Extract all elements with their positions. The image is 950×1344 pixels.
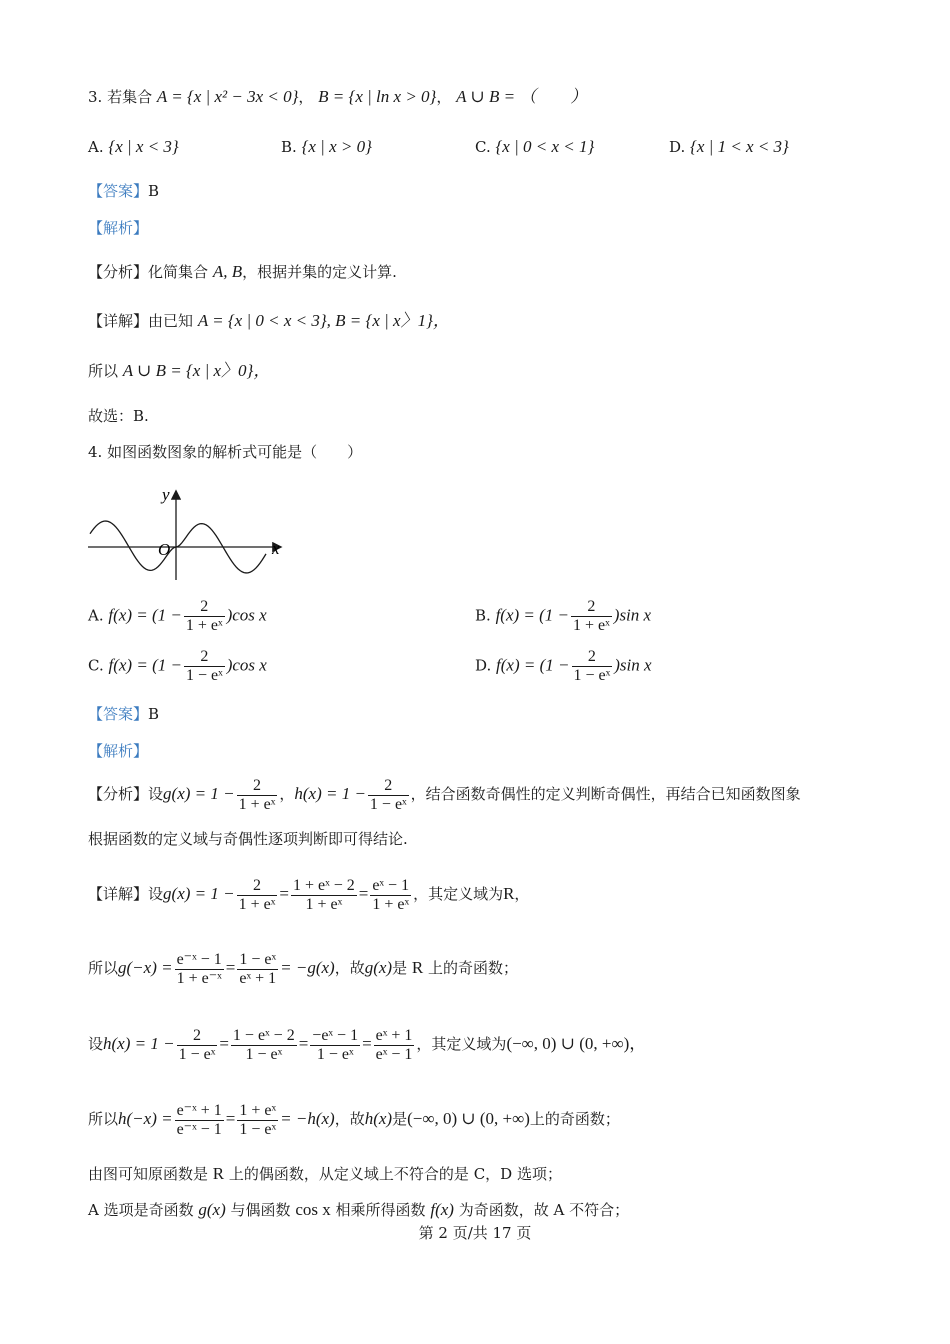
q4-option-b-den: 1 + eˣ — [573, 617, 610, 634]
q3-option-c-expr: {x | 0 < x < 1} — [495, 137, 595, 156]
q3-analysis-text-1: 化简集合 — [148, 263, 209, 281]
q4-detail-line2: 所以g(−x) = $\frac{\text{e⁻ˣ − 1}}{\text{1 + e⁻ˣ}}$ = $\frac{\text{1 − eˣ}}{\text{eˣ + 1}}$ = −g(x)，故g(x)是 R 上的奇函数； — [88, 950, 519, 987]
q3-answer-tag: 【答案】 — [88, 182, 149, 200]
q4-detail-line3: 设h(x) = 1 − $\frac{2}{\text{1 − eˣ}}$ = $\frac{\text{1 − eˣ − 2}}{\text{1 − eˣ}}$ = $\frac{\text{−eˣ − 1}}{\text{1 − eˣ}}$ = $\frac{\text{eˣ + 1}}{\text{eˣ − 1}}$ ，其定义域为(−∞, 0) ∪ (0, +∞)， — [88, 1026, 647, 1063]
q4-analysis-g-den: 1 + eˣ — [238, 795, 276, 813]
q4-d1-end: ， — [514, 885, 530, 903]
q4-d3-f4-den: eˣ − 1 — [375, 1045, 413, 1063]
q4-analysis — [88, 772, 801, 816]
q4-option-d-den: 1 − eˣ — [573, 667, 611, 684]
q4-d1-f3-num: eˣ − 1 — [372, 876, 410, 894]
q3-option-d-label: D. — [669, 138, 686, 156]
q4-d3-f2-den: 1 − eˣ — [245, 1045, 283, 1063]
q4-d2-tail-c: 上的奇函数； — [428, 959, 519, 977]
q4-d1-domain: R — [503, 884, 515, 903]
q3-option-b — [281, 136, 372, 158]
q3-option-a-expr: {x | x < 3} — [108, 137, 179, 156]
q4-analysis-h: h(x) = 1 − — [294, 784, 366, 803]
q4-analysis-g-num: 2 — [237, 777, 278, 796]
q3-ask: A ∪ B = （ ） — [456, 87, 588, 106]
q4-d1-prefix: 设 — [148, 885, 164, 903]
page-footer: 第 2 页/共 17 页 — [418, 1224, 532, 1242]
q4-analysis-label: 【分析】 — [88, 785, 149, 803]
q4-option-a-lead: f(x) = (1 − — [108, 605, 182, 625]
q4-d4-tail-a: ，故 — [334, 1110, 365, 1128]
q4-option-d — [475, 648, 652, 685]
q3-option-c-label: C. — [475, 138, 491, 156]
q4-option-c-label: C. — [88, 656, 104, 675]
q4-d5-a: 由图可知原函数是 — [88, 1165, 209, 1183]
q3-choose: 故选：B. — [88, 407, 149, 425]
q4-d5-b: 上的偶函数，从定义域上不符合的是 C，D 选项； — [228, 1165, 562, 1183]
q4-option-d-tail: )sin x — [614, 655, 652, 675]
q4-d2-r: R — [411, 958, 424, 977]
q4-option-b — [475, 598, 651, 635]
q4-analysis-tag: 【解析】 — [88, 742, 149, 760]
q4-d3-f3-num: −eˣ − 1 — [312, 1026, 359, 1044]
q3-set-b: B = {x | ln x > 0} — [318, 87, 437, 106]
q4-option-c-tail: )cos x — [226, 655, 267, 675]
q4-d3-f3-den: 1 − eˣ — [316, 1045, 354, 1063]
q3-so — [88, 360, 270, 382]
q4-d3-f4-num: eˣ + 1 — [375, 1026, 413, 1044]
q4-option-c-num: 2 — [184, 648, 225, 667]
q4-option-a — [88, 598, 267, 635]
q4-d1-f1-den: 1 + eˣ — [238, 895, 276, 913]
q4-d3-f1-num: 2 — [177, 1027, 218, 1046]
q4-d1-f2-num: 1 + eˣ − 2 — [292, 876, 355, 894]
q4-d3-tail: ，其定义域为 — [416, 1035, 507, 1053]
q4-d3-f2-num: 1 − eˣ − 2 — [232, 1026, 295, 1044]
q4-d1-f2-den: 1 + eˣ — [305, 895, 343, 913]
q4-number: 4. — [88, 443, 103, 461]
q4-detail-line6 — [88, 1199, 629, 1221]
q3-option-d — [669, 136, 789, 158]
q4-d2-tail-a: ，故 — [334, 959, 365, 977]
q3-option-b-expr: {x | x > 0} — [301, 137, 372, 156]
q3-detail-expr: A = {x | 0 < x < 3}, B = {x | x〉1}， — [197, 311, 450, 330]
q4-d1-f1-num: 2 — [237, 877, 278, 896]
q4-analysis-h-den: 1 − eˣ — [369, 795, 407, 813]
q4-d6-c: 相乘所得函数 — [335, 1201, 426, 1219]
q4-option-c-den: 1 − eˣ — [185, 667, 223, 684]
q4-detail-label: 【详解】 — [88, 885, 149, 903]
q4-answer — [88, 703, 159, 725]
q4-detail-line1: 【详解】设g(x) = 1 − $\frac{2}{\text{1 + eˣ}}$ = $\frac{\text{1 + eˣ − 2}}{\text{1 + eˣ}}$ = $\frac{\text{eˣ − 1}}{\text{1 + eˣ}}$ ，其定义域为R， — [88, 876, 530, 913]
q4-d6-g: g(x) — [198, 1200, 226, 1219]
q4-option-b-tail: )sin x — [613, 605, 652, 625]
q4-d4-f2-num: 1 + eˣ — [239, 1101, 277, 1119]
q4-option-d-lead: f(x) = (1 − — [496, 655, 570, 675]
q4-option-b-num: 2 — [571, 598, 612, 617]
q4-d6-a: A 选项是奇函数 — [88, 1201, 194, 1219]
q4-d1-g: g(x) = 1 − — [163, 884, 235, 903]
q3-analysis-text-2: ，根据并集的定义计算. — [242, 263, 397, 281]
q4-option-a-num: 2 — [184, 598, 225, 617]
q4-analysis-comma: ， — [279, 785, 295, 803]
q3-detail — [88, 310, 450, 332]
q3-answer-value: B — [148, 182, 160, 200]
q3-option-c — [475, 136, 594, 158]
q4-d3-domain: (−∞, 0) ∪ (0, +∞)， — [506, 1034, 647, 1053]
q4-d1-f3-den: 1 + eˣ — [372, 895, 410, 913]
q4-d3-f1-den: 1 − eˣ — [178, 1045, 216, 1063]
q4-d4-f1-den: e⁻ˣ − 1 — [176, 1120, 222, 1138]
q4-option-a-den: 1 + eˣ — [185, 617, 223, 634]
q3-analysis-label: 【分析】 — [88, 263, 149, 281]
q3-analysis-sets: A, B — [212, 262, 243, 281]
graph-x-label: x — [272, 539, 280, 558]
q4-analysis-g: g(x) = 1 − — [163, 784, 235, 803]
q3-detail-label: 【详解】 — [88, 312, 149, 330]
q4-answer-tag: 【答案】 — [88, 705, 149, 723]
q3-stem-prefix: 若集合 — [107, 88, 153, 106]
q4-d2-f2-num: 1 − eˣ — [239, 950, 277, 968]
q3-so-expr: A ∪ B = {x | x〉0}， — [122, 361, 271, 380]
graph-origin-label: O — [158, 540, 171, 559]
q4-d4-tail-b: 是 — [392, 1110, 408, 1128]
q3-analysis-tag: 【解析】 — [88, 219, 149, 237]
q3-so-text: 所以 — [88, 362, 119, 380]
q3-answer — [88, 180, 159, 202]
q4-option-a-label: A. — [88, 606, 104, 625]
q4-d4-domain: (−∞, 0) ∪ (0, +∞) — [407, 1109, 530, 1128]
q4-d4-res: = −h(x) — [280, 1109, 335, 1128]
q4-analysis-h-num: 2 — [368, 777, 409, 796]
q4-option-b-label: B. — [475, 606, 491, 625]
graph-y-label: y — [162, 485, 170, 504]
q4-d1-tail: ，其定义域为 — [413, 885, 504, 903]
q4-d6-d: 为奇函数，故 A 不符合； — [458, 1201, 630, 1219]
q4-d4-hx: h(x) — [364, 1109, 393, 1128]
q4-d3-h: h(x) = 1 − — [103, 1034, 175, 1053]
q4-analysis-set: 设 — [148, 785, 164, 803]
q4-detail-line5 — [88, 1163, 562, 1185]
q3-set-a: A = {x | x² − 3x < 0} — [156, 87, 299, 106]
q3-stem: 3. 若集合 A = {x | x² − 3x < 0}， B = {x | ln x > 0}， A ∪ B = （ ） — [88, 87, 588, 106]
q4-analysis-tail: ，结合函数奇偶性的定义判断奇偶性，再结合已知函数图象 — [410, 785, 801, 803]
q3-analysis — [88, 261, 397, 283]
q4-d4-f1-num: e⁻ˣ + 1 — [176, 1101, 222, 1119]
q4-d4-tail-c: 上的奇函数； — [529, 1110, 620, 1128]
q4-d4-prefix: 所以 — [88, 1110, 119, 1128]
q4-d2-f1-num: e⁻ˣ − 1 — [176, 950, 222, 968]
q4-option-d-num: 2 — [572, 648, 613, 667]
q4-detail-line4: 所以h(−x) = $\frac{\text{e⁻ˣ + 1}}{\text{e⁻ˣ − 1}}$ = $\frac{\text{1 + eˣ}}{\text{1 − eˣ}}$ = −h(x)，故h(x)是(−∞, 0) ∪ (0, +∞)上的奇函数； — [88, 1101, 620, 1138]
q3-option-a — [88, 136, 179, 158]
q4-d2-gx: g(x) — [364, 958, 393, 977]
q3-option-d-expr: {x | 1 < x < 3} — [690, 137, 789, 156]
q4-d6-cos: cos x — [295, 1200, 331, 1219]
q4-d2-g: g(−x) = — [118, 958, 173, 977]
q4-option-d-label: D. — [475, 656, 492, 675]
q3-number: 3. — [88, 88, 103, 106]
q4-d2-tail-b: 是 — [392, 959, 408, 977]
q4-option-c-lead: f(x) = (1 − — [108, 655, 182, 675]
q4-d3-prefix: 设 — [88, 1035, 104, 1053]
q4-d2-f2-den: eˣ + 1 — [239, 969, 277, 987]
q4-option-b-lead: f(x) = (1 − — [495, 605, 570, 625]
q4-stem-text: 如图函数图象的解析式可能是（ ） — [107, 443, 363, 461]
q4-option-c — [88, 648, 267, 685]
q4-graph — [86, 484, 286, 584]
q4-answer-value: B — [148, 705, 160, 723]
q4-d2-res: = −g(x) — [280, 958, 335, 977]
q4-d2-f1-den: 1 + e⁻ˣ — [176, 969, 222, 987]
q4-stem — [88, 441, 362, 463]
q4-d6-b: 与偶函数 — [230, 1201, 291, 1219]
q4-d4-f2-den: 1 − eˣ — [239, 1120, 277, 1138]
q4-d6-f: f(x) — [430, 1200, 454, 1219]
q4-d5-r: R — [212, 1164, 225, 1183]
q4-d2-prefix: 所以 — [88, 959, 119, 977]
q4-analysis-line2: 根据函数的定义域与奇偶性逐项判断即可得结论. — [88, 830, 408, 848]
q4-option-a-tail: )cos x — [226, 605, 267, 625]
q3-option-a-label: A. — [88, 138, 104, 156]
q3-detail-text: 由已知 — [148, 312, 194, 330]
q4-d4-h: h(−x) = — [118, 1109, 173, 1128]
q3-option-b-label: B. — [281, 138, 297, 156]
